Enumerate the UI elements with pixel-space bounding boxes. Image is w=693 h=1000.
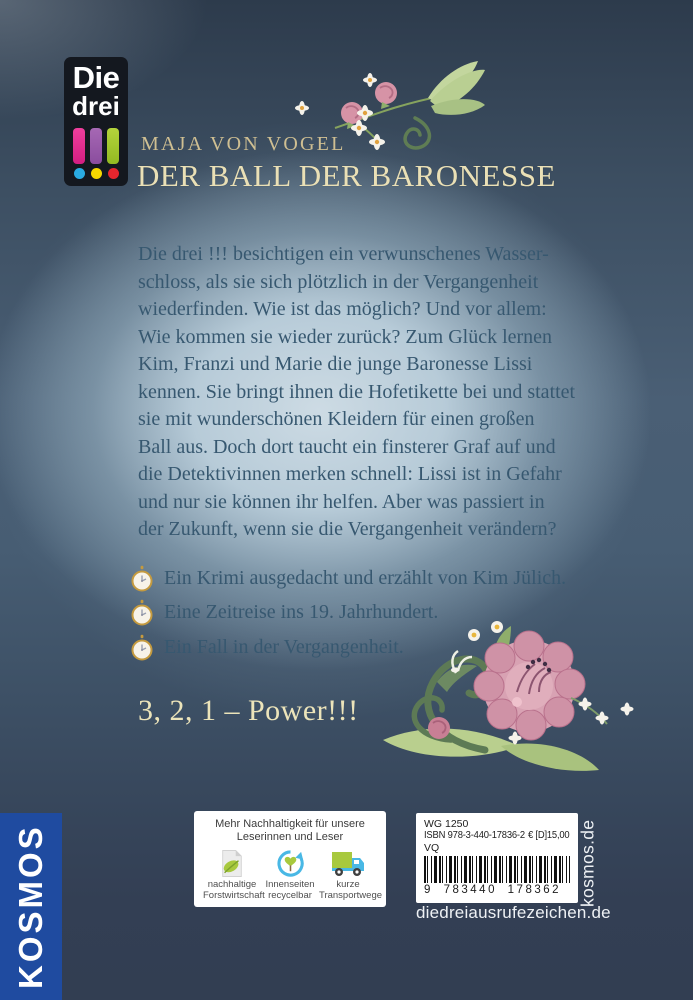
sustainability-item bbox=[203, 847, 265, 901]
sustainability-label: nachhaltige Forstwirtschaft bbox=[203, 879, 265, 901]
pocket-watch-icon bbox=[130, 634, 154, 661]
barcode-box bbox=[416, 813, 578, 903]
barcode-digits: 9 783440 178362 bbox=[424, 884, 562, 896]
blurb-line: wiederfinden. Wie ist das möglich? Und vor allem: bbox=[138, 298, 547, 320]
list-item-text: Eine Zeitreise ins 19. Jahrhundert. bbox=[164, 601, 439, 624]
blurb-line: schloss, als sie sich plötzlich in der Vergangenheit bbox=[138, 270, 539, 293]
blurb-line: sie mit wunderschönen Kleidern für einen großen bbox=[138, 408, 535, 430]
exclamation-dot-red-icon bbox=[108, 168, 119, 179]
exclamation-dot-yellow-icon bbox=[91, 168, 102, 179]
sustainability-item bbox=[319, 847, 383, 901]
blurb-line: die Detektivinnen merken schnell: Lissi ist in Gefahr bbox=[138, 463, 562, 485]
blurb-line: kennen. Sie bringt ihnen die Hofetikette bei und stattet bbox=[138, 380, 576, 403]
slogan-text: 3, 2, 1 – Power!!! bbox=[138, 694, 359, 727]
blurb-line: Wie kommen sie wieder zurück? Zum Glück lernen bbox=[138, 325, 553, 348]
logo-word-die: Die bbox=[72, 60, 120, 95]
logo-word-drei: drei bbox=[72, 91, 120, 121]
exclamation-mark-icon bbox=[73, 128, 85, 179]
price: € [D]15,00 bbox=[527, 830, 570, 841]
blurb-line: Ball aus. Doch dort taucht ein finsterer Graf auf und bbox=[138, 435, 556, 458]
series-url: diedreiausrufezeichen.de bbox=[416, 903, 611, 922]
book-title: DER BALL DER BARONESSE bbox=[137, 158, 556, 193]
floral-ornament-bottom-icon bbox=[381, 618, 641, 792]
pocket-watch-icon bbox=[130, 599, 154, 626]
barcode-icon bbox=[424, 856, 570, 883]
sustainability-item bbox=[261, 847, 319, 901]
sustainability-box bbox=[194, 811, 386, 907]
vq-code: VQ bbox=[424, 842, 440, 854]
exclamation-mark-icon bbox=[107, 128, 119, 179]
blurb-line: der Zukunft, wenn sie die Vergangenheit verändern? bbox=[138, 518, 557, 540]
blurb-line: Kim, Franzi und Marie die junge Baronesse Lissi bbox=[138, 353, 533, 375]
exclamation-marks bbox=[73, 128, 119, 179]
die-drei-logo bbox=[64, 57, 128, 186]
sustainability-label: Innenseiten recycelbar bbox=[265, 879, 315, 901]
blurb-line: Die drei !!! besichtigen ein verwunschenes Wasser- bbox=[138, 243, 549, 265]
exclamation-dot-blue-icon bbox=[74, 168, 85, 179]
blurb-text bbox=[138, 241, 575, 544]
list-item-text: Ein Fall in der Vergangenheit. bbox=[164, 635, 404, 658]
kosmos-logo-text: KOSMOS bbox=[12, 824, 49, 989]
leaf-page-icon bbox=[219, 849, 245, 878]
author-name: MAJA VON VOGEL bbox=[141, 133, 346, 155]
blurb-line: und nur sie können ihr helfen. Aber was passiert in bbox=[138, 490, 545, 513]
exclamation-bar-pink-icon bbox=[73, 128, 85, 164]
recycle-icon bbox=[276, 849, 305, 878]
list-item bbox=[130, 561, 566, 596]
truck-icon bbox=[331, 851, 365, 878]
exclamation-bar-green-icon bbox=[107, 128, 119, 164]
isbn-number: ISBN 978-3-440-17836-2 bbox=[424, 830, 525, 841]
kosmos-url: kosmos.de bbox=[577, 819, 598, 907]
peony-flower bbox=[474, 631, 585, 740]
exclamation-bar-purple-icon bbox=[90, 128, 102, 164]
kosmos-logo bbox=[0, 813, 62, 1000]
wg-number: WG 1250 bbox=[424, 818, 469, 830]
list-item-text: Ein Krimi ausgedacht und erzählt von Kim Jülich. bbox=[164, 566, 567, 589]
sustainability-label: kurze Transportwege bbox=[319, 879, 383, 901]
pocket-watch-icon bbox=[130, 565, 154, 592]
sustainability-heading: Mehr Nachhaltigkeit für unsere Leserinnen und Leser bbox=[215, 818, 365, 843]
exclamation-mark-icon bbox=[90, 128, 102, 179]
